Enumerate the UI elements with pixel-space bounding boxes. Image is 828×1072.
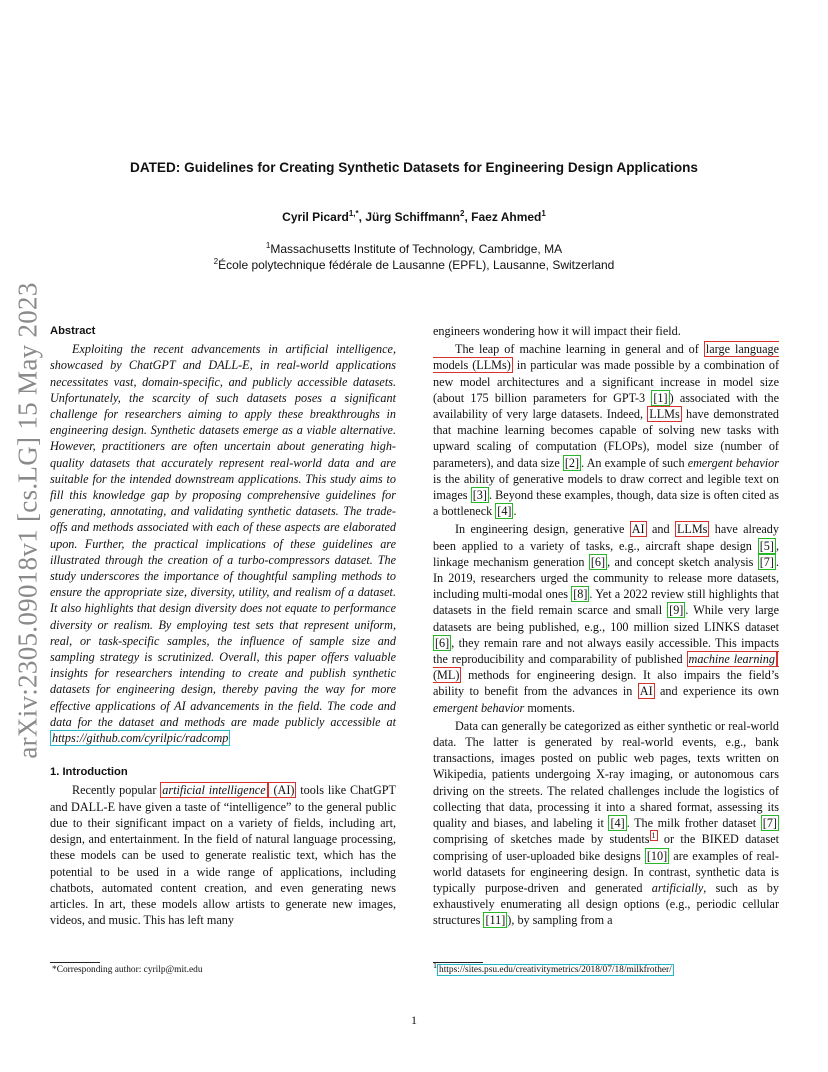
text-run: is the ability of generative models to draw correct and legible text on images <box>433 471 779 503</box>
text-run: , such as by exhaustively enumerating all design options (e.g., periodic cellular structures <box>433 880 779 928</box>
text-run: methods for engineering design. It also impairs the field’s ability to benefit from the advances in <box>433 668 779 699</box>
section-heading-introduction: 1. Introduction <box>50 766 128 779</box>
page-number: 1 <box>411 1013 417 1027</box>
text-run: . While very large datasets are being published, e.g., 100 million sized LINKS dataset <box>433 603 779 634</box>
paragraph-continuation: engineers wondering how it will impact their field. <box>433 324 681 338</box>
footnote-mark: 1 <box>433 960 437 970</box>
abstract-text <box>50 341 396 746</box>
emphasis: emergent behavior <box>687 455 780 470</box>
author-name: Jürg Schiffmann <box>365 210 461 224</box>
affiliation-text: Massachusetts Institute of Technology, Cambridge, MA <box>270 242 563 256</box>
citation-link[interactable]: [9] <box>669 603 684 618</box>
affiliation <box>0 242 828 256</box>
text-run: have already been applied to a variety of tasks, e.g., aircraft shape design <box>433 522 779 553</box>
text-run: tools like ChatGPT and DALL-E have given a taste of “intelligence” to the general public due to their significant impact on a variety of fields, including art, design, and entertainment. In the field of natural language processing, these models can be used to generate realistic text, which has the potential to be used in a wide range of applications, including chatbots, automated content creation, and even generating news articles. In art, these models allow artists to generate new images, videos, and music. This has left many <box>50 783 396 928</box>
paper-title: DATED: Guidelines for Creating Synthetic Datasets for Engineering Design Applications <box>130 160 698 175</box>
text-run: , linkage mechanism generation <box>433 538 779 569</box>
acronym-link-ml-short[interactable]: (ML) <box>433 651 779 683</box>
abstract-heading: Abstract <box>50 325 96 337</box>
citation-link[interactable]: [4] <box>610 816 625 831</box>
paragraph <box>433 521 779 715</box>
citation-link[interactable]: [7] <box>759 554 774 569</box>
citation-link[interactable]: [5] <box>759 538 774 553</box>
text-run: have demonstrated that machine learning becomes capable of solving new tasks with upward scaling of computation (FLOPs), model size (number of parameters), and data size <box>433 407 779 470</box>
text-run: . Yet a 2022 review still highlights that datasets in the field remain scarce and small <box>433 587 779 618</box>
text-run: . An example of such <box>581 455 688 470</box>
affiliation <box>0 258 828 272</box>
author-affiliation-mark: 1 <box>541 209 546 218</box>
text-run: or the BIKED dataset comprising of user-uploaded bike designs <box>433 832 779 863</box>
author-affiliation-mark: 1,* <box>348 209 359 218</box>
right-column <box>433 323 779 929</box>
citation-link[interactable]: [3] <box>472 488 487 503</box>
text-run: Data can generally be categorized as either synthetic or real-world data. The latter is generated by real-world events, e.g., bank transactions, images posted on public web pages, texts written on Wikipedia, patients undergoing X-ray imaging, or autonomous cars driving on the streets. The related challenges include the logistics of collecting that data, processing it into a shared format, assessing its quality and biases, and labeling it <box>433 718 779 831</box>
text-run: . Beyond these examples, though, data size is often cited as a bottleneck <box>433 488 779 519</box>
left-column <box>50 323 396 928</box>
text-run: , and concept sketch analysis <box>607 554 758 569</box>
citation-link[interactable]: [8] <box>573 587 588 602</box>
acronym-link-ml[interactable]: machine learning <box>688 652 775 667</box>
text-run: ) associated with the availability of very large datasets. Indeed, <box>433 390 779 422</box>
acronym-link-ai[interactable]: AI <box>639 684 653 699</box>
text-run: In engineering design, generative <box>455 522 630 537</box>
acronym-link-llms[interactable]: LLMs <box>676 522 708 537</box>
text-run: . The milk frother dataset <box>626 816 761 831</box>
emphasis: emergent behavior <box>433 700 525 715</box>
intro-paragraph <box>50 782 396 928</box>
text-run: comprising of sketches made by students <box>433 832 650 847</box>
acronym-link-llms[interactable]: LLMs <box>649 407 680 422</box>
paragraph <box>433 341 779 519</box>
author-name: Cyril Picard <box>282 210 349 224</box>
acronym-link-ai[interactable]: AI <box>631 522 645 537</box>
text-run: . <box>513 504 517 519</box>
footnote-rule <box>50 962 100 963</box>
affiliation-mark: 2 <box>213 257 219 266</box>
text-run: and experience its own <box>654 684 779 699</box>
citation-link[interactable]: [7] <box>762 816 777 831</box>
citation-link[interactable]: [6] <box>435 635 450 650</box>
text-run: are examples of real-world datasets for engineering design. In contrast, synthetic data is typically purpose-driven and generated <box>433 848 779 895</box>
author-list: Cyril Picard$^{1,*}$, Jürg Schiffmann$^2$, Faez Ahmed$^1$ <box>282 209 546 224</box>
code-repository-link[interactable]: https://github.com/cyrilpic/radcomp <box>52 731 229 746</box>
acronym-link-ai-short[interactable]: (AI) <box>269 783 295 798</box>
citation-link[interactable]: [2] <box>564 455 580 470</box>
footnote-link[interactable]: 1 <box>651 831 656 841</box>
author-name: Faez Ahmed <box>471 210 542 224</box>
citation-link[interactable]: [11] <box>485 913 506 928</box>
citation-link[interactable]: [1] <box>653 390 668 405</box>
arxiv-stamp <box>8 280 48 760</box>
text-run: Recently popular <box>72 783 161 798</box>
affiliation-mark: 1 <box>265 241 271 250</box>
paragraph <box>433 718 779 929</box>
footnote-rule <box>433 962 483 963</box>
arxiv-stamp-text: arXiv:2305.09018v1 [cs.LG] 15 May 2023 <box>12 281 43 759</box>
emphasis: artificially <box>651 880 704 895</box>
text-run: in particular was made possible by a combination of new model architectures and a significant increase in model size (about 175 billion parameters for GPT-3 <box>433 358 780 405</box>
citation-link[interactable]: [10] <box>646 848 668 863</box>
text-run: ), by sampling from a <box>507 913 613 928</box>
affiliation-text: École polytechnique fédérale de Lausanne (EPFL), Lausanne, Switzerland <box>218 258 615 272</box>
author-affiliation-mark: 2 <box>460 209 465 218</box>
abstract-body: Exploiting the recent advancements in artificial intelligence, showcased by ChatGPT and DALL-E, in real-world applications necessitates vast, domain-specific, and publicly accessible datasets. Unfortunately, the scarcity of such datasets poses a significant challenge for researchers aiming to apply these breakthroughs in engineering design. Synthetic datasets emerge as a viable alternative. However, practitioners are often uncertain about generating high-quality datasets that accurately represent real-world data and are suitable for the intended downstream applications. This study aims to fill this knowledge gap by proposing comprehensive guidelines for generating, annotating, and validating synthetic datasets. The trade-offs and methods associated with each of these aspects are elaborated upon. Further, the practical implications of these guidelines are illustrated through the creation of a turbo-compressors dataset. The study underscores the importance of thoughtful sampling methods to ensure the appropriate size, diversity, utility, and realism of a dataset. It also highlights that design diversity does not equate to performance diversity or realism. By employing test sets that represent uniform, real, or task-specific samples, the influence of sample size and sampling strategy is scrutinized. Overall, this paper offers valuable insights for researchers intending to create and publish synthetic datasets for engineering design, thereby paving the way for more effective applications of AI advancements in the field. The code and data for the dataset and methods are made publicly accessible at <box>50 342 396 729</box>
text-run: , they remain rare and not always easily accessible. This impacts the reproducibility and comparability of published <box>433 635 779 667</box>
text-run: The leap of machine learning in general and of <box>455 342 704 357</box>
milk-frother-link[interactable]: https://sites.psu.edu/creativitymetrics/2018/07/18/milkfrother/ <box>439 965 672 975</box>
citation-link[interactable]: [4] <box>497 504 512 519</box>
footnote-corresponding-author: *Corresponding author: cyrilp@mit.edu <box>52 965 203 975</box>
acronym-link-ai[interactable]: artificial intelligence <box>162 783 266 798</box>
acronym-link-llm[interactable]: large language models (LLMs) <box>433 342 779 373</box>
text-run: and <box>646 522 675 537</box>
text-run: moments. <box>524 700 576 715</box>
text-run: . In 2019, researchers urged the community to release more datasets, including multi-modal ones <box>433 554 779 602</box>
footnote-url <box>433 960 674 976</box>
citation-link[interactable]: [6] <box>590 554 606 569</box>
